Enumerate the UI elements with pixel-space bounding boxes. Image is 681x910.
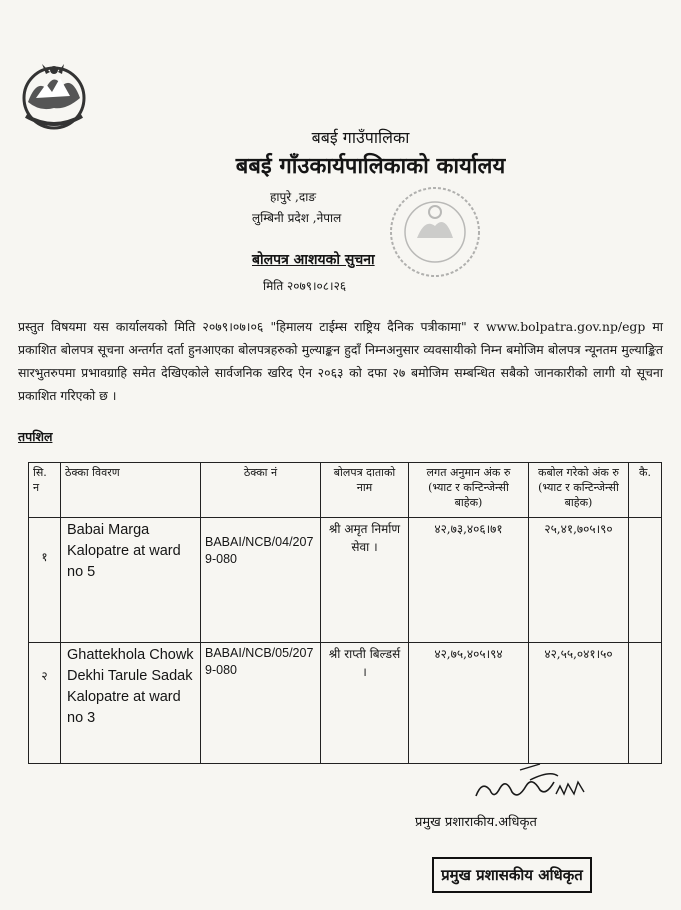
header-sn: सि. न: [29, 463, 61, 518]
notice-date: मिति २०७९।०८।२६: [263, 279, 347, 293]
officer-title: प्रमुख प्रशाराकीय.अधिकृत: [415, 815, 537, 830]
row-accepted: ४२,५५,०४१।५०: [529, 643, 629, 764]
notice-body: प्रस्तुत विषयमा यस कार्यालयको मिति २०७९।०७।०६ "हिमालय टाईम्स राष्ट्रिय दैनिक पत्रीकामा" र www.bolpatra.gov.np/egp मा प्रकाशित बोलपत्र सूचना अन्तर्गत दर्ता हुनआएका बोलपत्रहरुको मुल्याङ्कन हुदाँ निम्नअनुसार व्यवसायीको निम्न बमोजिम बोलपत्र न्यूनतम मुल्याङ्कित सारभुतरुपमा प्रभावग्राहि समेत देखिएकोले सार्वजनिक खरिद ऐन २०६३ को दफा २७ बमोजिम सम्बन्धित सबैको जानकारीको लागी यो सूचना प्रकाशित गरिएको छ ।: [18, 319, 663, 403]
row-sn: १: [29, 518, 61, 643]
header-bidder: बोलपत्र दाताको नाम: [321, 463, 409, 518]
row-estimate: ४२,७५,४०५।९४: [409, 643, 529, 764]
header-estimate: लगत अनुमान अंक रु (भ्याट र कन्टिन्जेन्सी बाहेक): [409, 463, 529, 518]
row-contract-no: BABAI/NCB/05/2079-080: [201, 643, 321, 764]
handwritten-signature: [470, 760, 600, 810]
office-name: बबई गाँउकार्यपालिकाको कार्यालय: [235, 153, 506, 179]
schedule-label: तपशिल: [18, 429, 53, 444]
table-row: [29, 643, 662, 764]
municipality-name: बबई गाउँपालिका: [311, 128, 410, 147]
header-remarks: कै.: [629, 463, 662, 518]
row-sn: २: [29, 643, 61, 764]
row-remarks: [629, 518, 662, 643]
row-bidder: श्री राप्ती बिल्डर्स ।: [321, 643, 409, 764]
header-accepted: कबोल गरेको अंक रु (भ्याट र कन्टिन्जेन्सी बाहेक): [529, 463, 629, 518]
row-remarks: [629, 643, 662, 764]
address-line-1: हापुरे ,दाङ: [270, 190, 316, 204]
row-contract-no: BABAI/NCB/04/2079-080: [201, 518, 321, 643]
table-header-row: [29, 463, 662, 518]
row-estimate: ४२,७३,४०६।७१: [409, 518, 529, 643]
row-bidder: श्री अमृत निर्माण सेवा ।: [321, 518, 409, 643]
header-contract-no: ठेक्का नं: [201, 463, 321, 518]
header-description: ठेक्का विवरण: [61, 463, 201, 518]
row-accepted: २५,४१,७०५।९०: [529, 518, 629, 643]
officer-stamp: प्रमुख प्रशासकीय अधिकृत: [432, 857, 592, 893]
contract-table: [28, 462, 662, 764]
address-line-2: लुम्बिनी प्रदेश ,नेपाल: [252, 211, 342, 225]
office-seal-icon: [385, 182, 485, 282]
row-description: Ghattekhola Chowk Dekhi Tarule Sadak Kalopatre at ward no 3: [61, 643, 201, 764]
row-description: Babai Marga Kalopatre at ward no 5: [61, 518, 201, 643]
table-row: [29, 518, 662, 643]
notice-title: बोलपत्र आशयको सुचना: [252, 252, 375, 268]
nepal-emblem-icon: [16, 58, 92, 134]
